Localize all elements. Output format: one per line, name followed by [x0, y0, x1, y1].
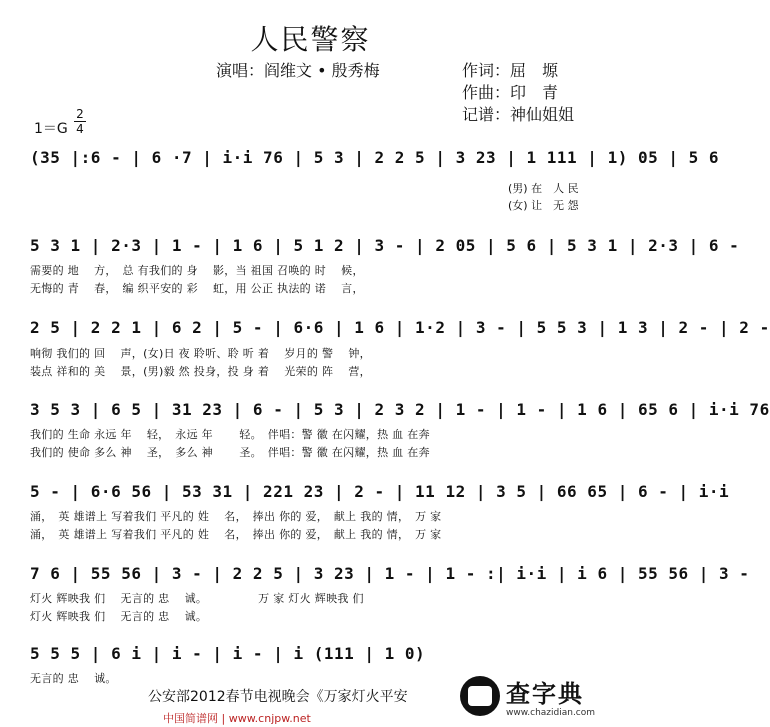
- score-line-1: (35 |:6 - | 6 ·7 | i·i 76 | 5 3 | 2 2 5 | 3 23 | 1 111 | 1) 05 | 5 6: [30, 148, 720, 167]
- score-line-7: 5 5 5 | 6 i | i - | i - | i (111 | 1 0): [30, 644, 426, 663]
- lyric-line-5b: 涌， 英 雄谱上 写着我们 平凡的 姓 名， 捧出 你的 爱， 献上 我的 情， 万 家: [30, 528, 442, 541]
- score-line-6: 7 6 | 55 56 | 3 - | 2 2 5 | 3 23 | 1 - | 1 - :| i·i | i 6 | 55 56 | 3 -: [30, 564, 750, 583]
- lyric-line-6b: 灯火 辉映我 们 无言的 忠 诚。: [30, 610, 208, 623]
- logo-text: 查字典: [506, 680, 584, 708]
- lyricist: 作词：屈 塬: [462, 61, 559, 80]
- score-line-4: 3 5 3 | 6 5 | 31 23 | 6 - | 5 3 | 2 3 2 | 1 - | 1 - | 1 6 | 65 6 | i·i 76: [30, 400, 770, 419]
- lyric-line-2b: 无悔的 青 春， 编 织平安的 彩 虹，用 公正 执法的 诺 言，: [30, 282, 364, 295]
- lyric-line-7a: 无言的 忠 诚。: [30, 672, 117, 685]
- key-signature: 1＝G: [34, 121, 68, 137]
- transcriber: 记谱：神仙姐姐: [462, 105, 575, 124]
- logo-url: www.chazidian.com: [506, 708, 596, 718]
- singers: 演唱：阎维文 • 殷秀梅: [216, 61, 380, 80]
- song-title: 人民警察: [250, 23, 371, 56]
- side-lyric-male: (男) 在 人 民: [508, 182, 579, 195]
- site-link[interactable]: 中国简谱网 | www.cnjpw.net: [163, 712, 311, 725]
- lyric-line-4a: 我们的 生命 永远 年 轻， 永远 年 轻。 伴唱：警 徽 在闪耀，热 血 在奔: [30, 428, 430, 441]
- lyric-line-3b: 装点 祥和的 美 景，(男)毅 然 投身，投 身 着 光荣的 阵 营，: [30, 365, 371, 378]
- lyric-line-2a: 需要的 地 方， 总 有我们的 身 影，当 祖国 召唤的 时 候，: [30, 264, 364, 277]
- logo-badge-icon: [460, 676, 500, 716]
- lyric-line-6a: 灯火 辉映我 们 无言的 忠 诚。 万 家 灯火 辉映我 们: [30, 592, 364, 605]
- lyric-line-3a: 响彻 我们的 回 声，(女)日 夜 聆听、聆 听 着 岁月的 警 钟，: [30, 347, 371, 360]
- lyric-line-4b: 我们的 使命 多么 神 圣， 多么 神 圣。 伴唱：警 徽 在闪耀，热 血 在奔: [30, 446, 430, 459]
- score-line-2: 5 3 1 | 2·3 | 1 - | 1 6 | 5 1 2 | 3 - | 2 05 | 5 6 | 5 3 1 | 2·3 | 6 -: [30, 236, 740, 255]
- time-signature: 2 4: [74, 108, 86, 135]
- score-line-3: 2 5 | 2 2 1 | 6 2 | 5 - | 6·6 | 1 6 | 1·2 | 3 - | 5 5 3 | 1 3 | 2 - | 2 -: [30, 318, 770, 337]
- composer: 作曲：印 青: [462, 83, 559, 102]
- lyric-line-5a: 涌， 英 雄谱上 写着我们 平凡的 姓 名， 捧出 你的 爱， 献上 我的 情， 万 家: [30, 510, 442, 523]
- footer-caption: 公安部2012春节电视晚会《万家灯火平安: [148, 689, 408, 705]
- side-lyric-female: (女) 让 无 怨: [508, 199, 579, 212]
- chazidian-logo[interactable]: [458, 674, 620, 726]
- score-line-5: 5 - | 6·6 56 | 53 31 | 221 23 | 2 - | 11 12 | 3 5 | 66 65 | 6 - | i·i: [30, 482, 730, 501]
